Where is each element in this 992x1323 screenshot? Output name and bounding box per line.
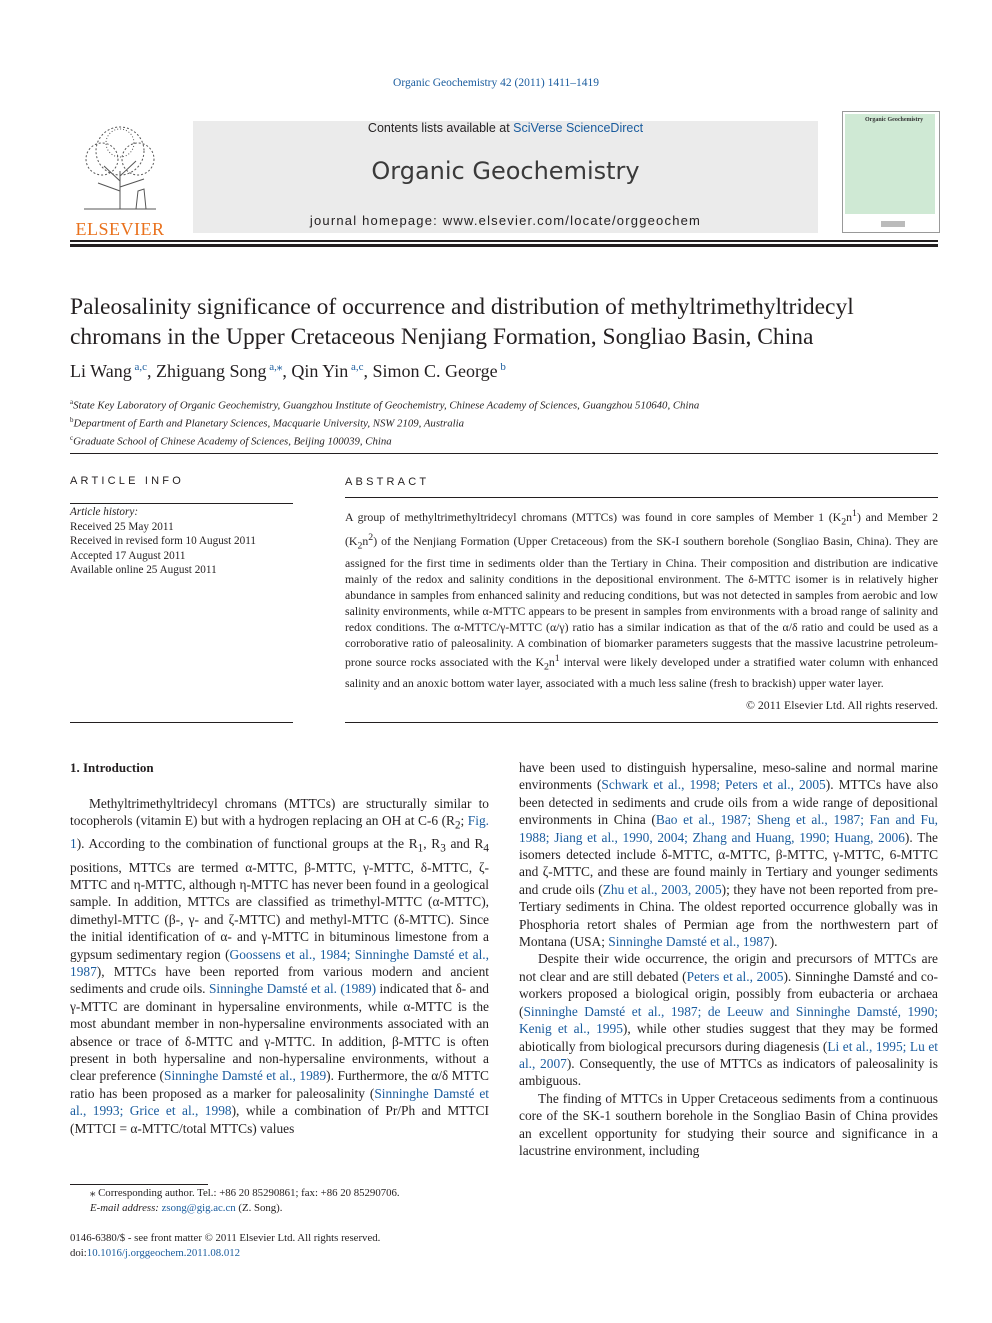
article-title: Paleosalinity significance of occurrence and distribution of methyltrimethyltridecyl chromans in the Upper Cretaceous Nenjiang Formation, Songliao Basin, China (70, 294, 854, 350)
section-heading-introduction: 1. Introduction (70, 760, 154, 775)
author[interactable]: Li Wang (70, 361, 132, 381)
author-affiliation-mark[interactable]: a,c (134, 361, 147, 373)
journal-title: Organic Geochemistry (371, 157, 640, 185)
divider (345, 722, 938, 723)
affiliation: $^b$Department of Earth and Planetary Sciences, Macquarie University, NSW 2109, Australia (70, 416, 465, 430)
history-item: Available online 25 August 2011 (70, 564, 217, 576)
cover-publisher-icon (863, 220, 923, 228)
footnote-rule (70, 1184, 208, 1185)
header-rule (70, 240, 938, 242)
citation-link[interactable]: Sinninghe Damsté et al., 1993; Grice et al., 1998 (70, 1085, 489, 1119)
affiliations (70, 395, 938, 449)
article-history (70, 505, 300, 578)
author[interactable]: Simon C. George (372, 361, 498, 381)
divider (70, 722, 293, 723)
citation-link[interactable]: Sinninghe Damsté et al., 1987 (608, 934, 770, 950)
journal-cover-thumbnail[interactable] (842, 111, 940, 233)
copyright: © 2011 Elsevier Ltd. All rights reserved. (746, 698, 938, 712)
history-label: Article history: (70, 506, 139, 518)
cover-title: Organic Geochemistry (865, 117, 924, 123)
publication-info (70, 1231, 489, 1261)
citation-link[interactable]: Li et al., 1995; Lu et al., 2007 (519, 1038, 939, 1071)
abstract-heading: ABSTRACT (345, 476, 430, 488)
journal-reference[interactable]: Organic Geochemistry 42 (2011) 1411–1419 (393, 77, 599, 89)
history-item: Received in revised form 10 August 2011 (70, 535, 257, 547)
journal-header-box (193, 121, 818, 233)
email-link[interactable]: zsong@gig.ac.cn (161, 1202, 236, 1214)
header-rule-thick (70, 244, 938, 247)
citation-link[interactable]: Peters et al., 2005 (686, 968, 784, 984)
body-column-left (70, 795, 489, 1137)
corresponding-author-note: ⁎ Corresponding author. Tel.: +86 20 85290861; fax: +86 20 85290706. (90, 1187, 400, 1199)
doi-link[interactable]: 10.1016/j.orggeochem.2011.08.012 (86, 1247, 241, 1259)
paragraph: Despite their wide occurrence, the origin and precursors of MTTCs are not clear and are still debated (Peters et al., 2005). Sinninghe Damsté and co-workers proposed a biological origin, possibly from eubacteria or archaea (Sinninghe Damsté et al., 1987; de Leeuw and Sinninghe Damsté, 1990; Kenig et al., 1995), while other studies suggest that they may be formed abiotically from biological precursors during diagenesis (Li et al., 1995; Lu et al., 2007). Consequently, the use of MTTCs as indicators of paleosalinity is ambiguous. (519, 951, 939, 1089)
elsevier-logo[interactable] (70, 121, 170, 239)
paragraph: The finding of MTTCs in Upper Cretaceous sediments from a continuous core of the SK-1 southern borehole in the Songliao Basin of China provides an excellent opportunity for studying their source and significance in a lacustrine environment, including (519, 1090, 938, 1158)
author-list: Li Wang $^{a,c}$, Zhiguang Song $^{a,⁎}$, Qin Yin $^{a,c}$, Simon C. George $^b$ (70, 361, 506, 381)
sciencedirect-link[interactable]: SciVerse ScienceDirect (513, 121, 644, 135)
doi-line: doi:10.1016/j.orggeochem.2011.08.012 (70, 1247, 241, 1259)
author[interactable]: Zhiguang Song (155, 361, 267, 381)
divider (345, 497, 938, 498)
history-item: Accepted 17 August 2011 (70, 549, 186, 562)
abstract-text: A group of methyltrimethyltridecyl chromans (MTTCs) was found in core samples of Member 1 $(K_2n^1)$ and Member 2 $(K_2n^2)$ of the Nenjiang Formation (Upper Cretaceous) from the SK-I southern borehole (Songliao Basin, China). They are assigned for the first time in sediments older than the Tertiary in China. Their composition and distribution are indicative mainly of the redox and salinity conditions in the depositional environment. The δ-MTTC isomer is in relatively higher abundance in samples from enhanced salinity and reducing conditions, but was not detected in samples from aerobic and low salinity environments, while α-MTTC appears to be present in samples from environments with a broad range of salinity and redox conditions. The α-MTTC/γ-MTTC (α/γ) ratio has a similar indication as that of the α/δ ratio and could be used as a corroborative ratio of paleosalinity. A combination of biomarker parameters suggests that the massive lacustrine petroleum-prone source rocks associated with the $K_2n^1$ interval were likely developed under a stratified water column with enhanced salinity and an anoxic bottom water layer, associated with a much less saline (fresh to brackish) upper water layer. (345, 508, 938, 690)
divider (70, 503, 293, 504)
citation-link[interactable]: Zhu et al., 2003, 2005 (602, 881, 722, 897)
footnote (70, 1186, 489, 1216)
article-info-heading: ARTICLE INFO (70, 475, 184, 487)
citation-link[interactable]: Bao et al., 1987; Sheng et al., 1987; Fan and Fu, 1988; Jiang et al., 1990, 2004; Zhang and Huang, 1990; Huang, 2006 (519, 812, 939, 845)
citation-link[interactable]: Sinninghe Damsté et al., 1989 (164, 1068, 327, 1084)
affiliation: $^c$Graduate School of Chinese Academy of Sciences, Beijing 100039, China (70, 434, 392, 448)
body-column-right (519, 759, 938, 1159)
author[interactable]: Qin Yin (291, 361, 349, 381)
journal-header (70, 111, 938, 242)
paragraph: have been used to distinguish hypersaline, meso-saline and normal marine environments (Schwark et al., 1998; Peters et al., 2005). MTTCs have also been detected in sediments and crude oils from a wide range of depositional environments in China (Bao et al., 1987; Sheng et al., 1987; Fan and Fu, 1988; Jiang et al., 1990, 2004; Zhang and Huang, 1990; Huang, 2006). The isomers detected include δ-MTTC, α-MTTC, β-MTTC, γ-MTTC, 6-MTTC and ζ-MTTC, and these are found mainly in Tertiary and younger sediments and crude oils (Zhu et al., 2003, 2005); they have not been reported from pre-Tertiary sediments in China. The oldest reported occurrence globally was in Phosphoria retort shales of Permian age from the northwestern part of Montana (USA; Sinninghe Damsté et al., 1987). (519, 760, 939, 950)
author-affiliation-mark[interactable]: b (500, 361, 506, 373)
history-item: Received 25 May 2011 (70, 520, 174, 533)
paragraph: Methyltrimethyltridecyl chromans (MTTCs) are structurally similar to tocopherols (vitamin E) but with a hydrogen replacing an OH at C-6 ($R_2$; Fig. 1). According to the combination of functional groups at the $R_1$, $R_3$ and $R_4$ positions, MTTCs are termed α-MTTC, β-MTTC, γ-MTTC, δ-MTTC, ζ-MTTC and η-MTTC, although η-MTTC has never been found in a geological sample. In addition, MTTCs are classified as trimethyl-MTTC (α-MTTC), dimethyl-MTTC (β-, γ- and ζ-MTTC) and methyl-MTTC (δ-MTTC). Since the initial identification of α- and γ-MTTC in bituminous limestone from a gypsum sedimentary region (Goossens et al., 1984; Sinninghe Damsté et al., 1987), MTTCs have been reported from various modern and ancient sediments and crude oils. Sinninghe Damsté et al. (1989) indicated that δ- and γ-MTTC are dominant in hypersaline environments, while α-MTTC is the most abundant member in non-hypersaline environments associated with an absence or trace of δ-MTTC and γ-MTTC. In addition, β-MTTC is often present in both hypersaline and non-hypersaline environments, without a clear preference (Sinninghe Damsté et al., 1989). Furthermore, the α/δ MTTC ratio has been proposed as a marker for paleosalinity (Sinninghe Damsté et al., 1993; Grice et al., 1998), while a combination of Pr/Ph and MTTCI (MTTCI = α-MTTC/total MTTCs) values (70, 796, 490, 1136)
citation-link[interactable]: Goossens et al., 1984; Sinninghe Damsté et al., 1987 (70, 946, 490, 979)
author-affiliation-mark[interactable]: a,⁎ (269, 361, 283, 373)
figure-link[interactable]: Fig. 1 (70, 813, 489, 852)
divider (70, 453, 938, 454)
tree-logo-icon (74, 121, 166, 211)
author-affiliation-mark[interactable]: a,c (350, 361, 364, 373)
email-line: E-mail address: zsong@gig.ac.cn (Z. Song). (90, 1202, 283, 1214)
elsevier-wordmark: ELSEVIER (75, 219, 165, 239)
contents-line: Contents lists available at SciVerse ScienceDirect (367, 121, 644, 135)
affiliation: $^a$State Key Laboratory of Organic Geochemistry, Guangzhou Institute of Geochemistry, Chinese Academy of Sciences, Guangzhou 510640, China (70, 398, 700, 412)
citation-link[interactable]: Sinninghe Damsté et al., 1987; de Leeuw and Sinninghe Damsté, 1990; Kenig et al., 1995 (519, 1003, 938, 1037)
citation-link[interactable]: Schwark et al., 1998; Peters et al., 2005 (601, 777, 826, 793)
citation-link[interactable]: Sinninghe Damsté et al. (1989) (208, 981, 377, 997)
issn-line: 0146-6380/$ - see front matter © 2011 Elsevier Ltd. All rights reserved. (70, 1232, 381, 1244)
journal-homepage[interactable]: journal homepage: www.elsevier.com/locate/orggeochem (309, 213, 702, 228)
